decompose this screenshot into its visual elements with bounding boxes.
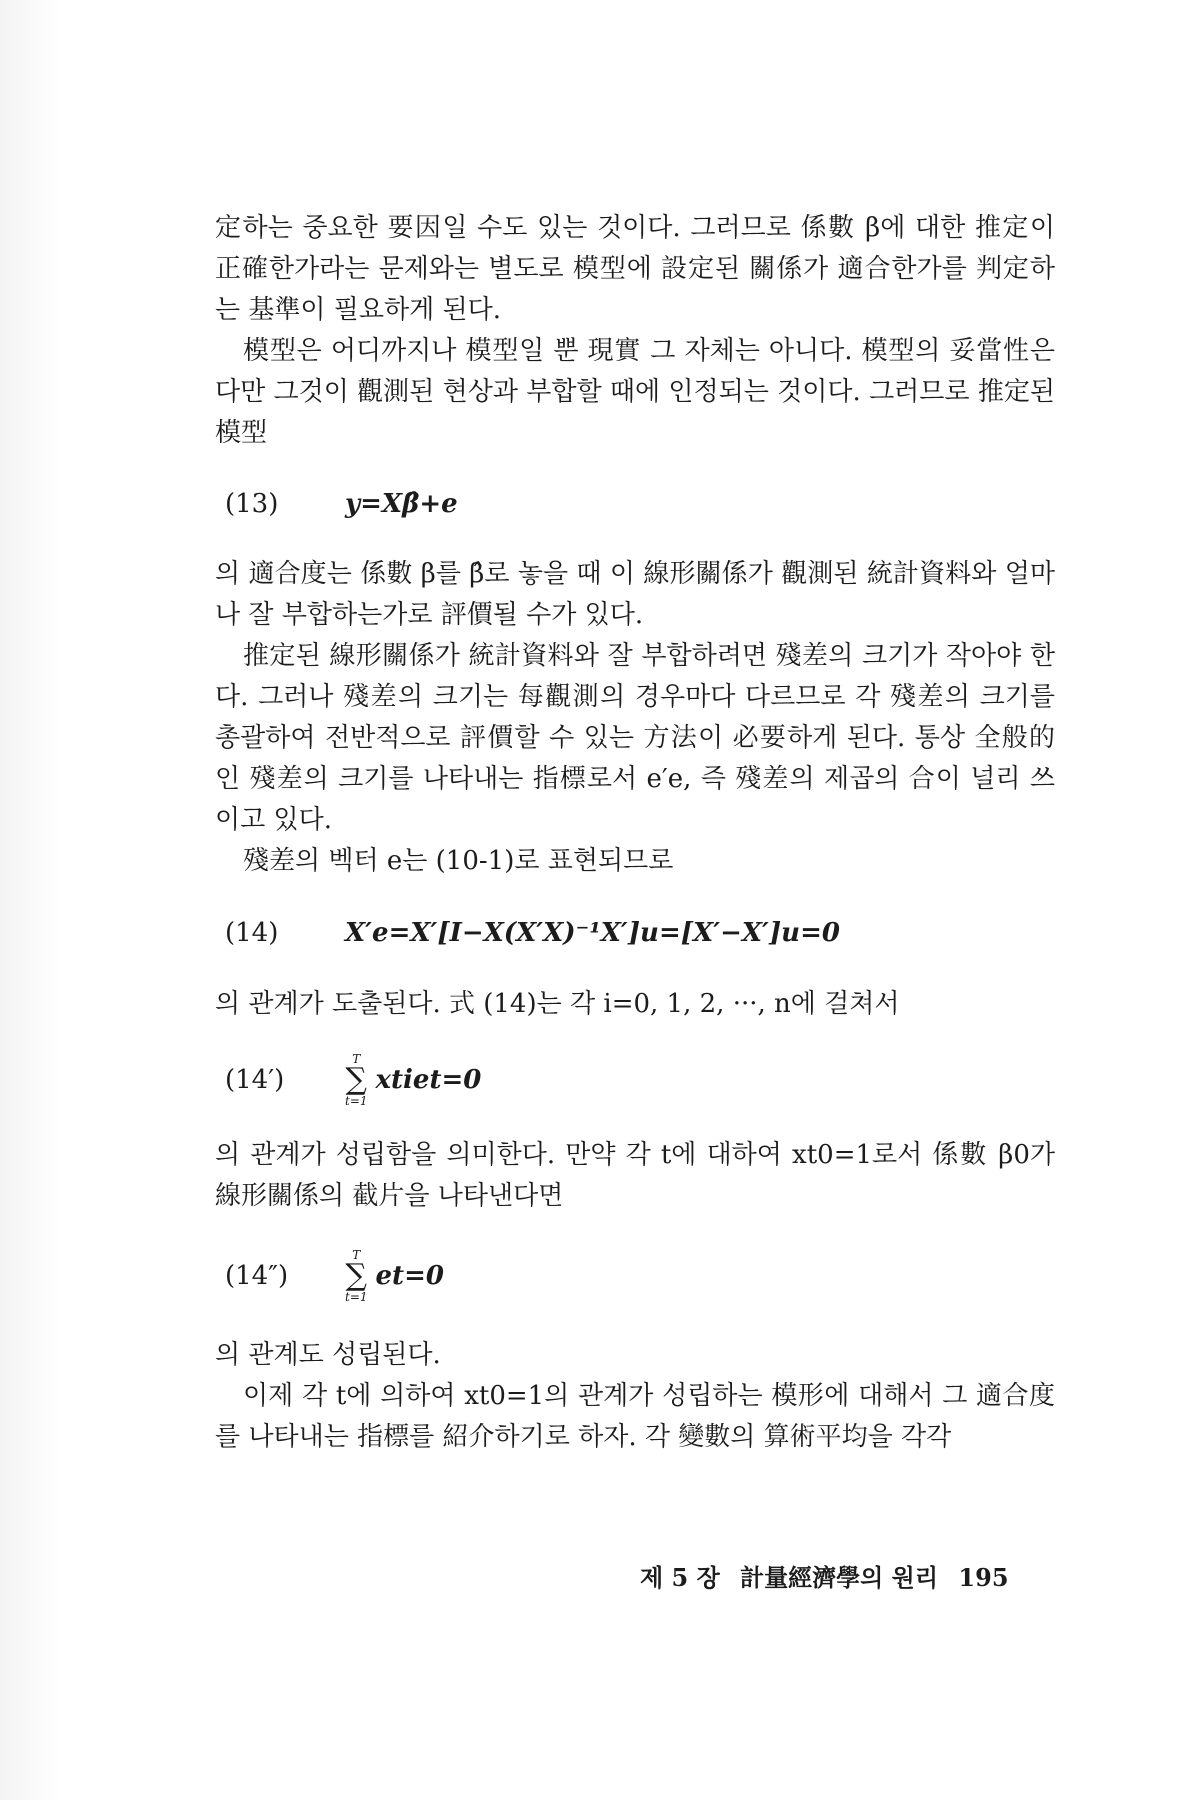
summation-sign xyxy=(345,1053,368,1107)
chapter-title: 計量經濟學의 원리 xyxy=(740,1563,939,1592)
text-column xyxy=(215,208,1055,1458)
equation-formula: y=Xβ̂+e xyxy=(345,489,458,519)
paragraph-2: 模型은 어디까지나 模型일 뿐 現實 그 자체는 아니다. 模型의 妥當性은 다만 그것이 觀測된 현상과 부합할 때에 인정되는 것이다. 그러므로 推定된 模型 xyxy=(215,336,1055,448)
equation-formula: et=0 xyxy=(375,1261,444,1291)
equation-number: (14) xyxy=(225,918,279,948)
paragraph-1: 定하는 중요한 要因일 수도 있는 것이다. 그러므로 係數 β에 대한 推定이 正確한가라는 문제와는 별도로 模型에 設定된 關係가 適合한가를 判定하는 基準이 필요하게 된다. xyxy=(215,213,1055,325)
page-number: 195 xyxy=(958,1563,1009,1592)
paragraph-8: 의 관계도 성립된다. xyxy=(215,1340,441,1370)
equation-14 xyxy=(215,882,1055,984)
paragraph-6: 의 관계가 도출된다. 式 (14)는 각 i=0, 1, 2, ···, n에 걸쳐서 xyxy=(215,989,900,1019)
sigma-icon: ∑ xyxy=(345,1258,367,1293)
chapter-label: 제 5 장 xyxy=(640,1563,720,1592)
equation-14-prime xyxy=(215,1025,1055,1135)
sigma-icon: ∑ xyxy=(345,1062,367,1097)
sum-upper-limit: T xyxy=(352,1248,361,1262)
equation-13 xyxy=(215,454,1055,554)
sum-lower-limit: t=1 xyxy=(345,1290,368,1304)
equation-formula: xtiet=0 xyxy=(375,1065,482,1095)
paragraph-9: 이제 각 t에 의하여 xt0=1의 관계가 성립하는 模形에 대해서 그 適合度를 나타내는 指標를 紹介하기로 하자. 각 變數의 算術平均을 각각 xyxy=(215,1381,1055,1452)
paragraph-4: 推定된 線形關係가 統計資料와 잘 부합하려면 殘差의 크기가 작아야 한다. 그러나 殘差의 크기는 每觀測의 경우마다 다르므로 각 殘差의 크기를 총괄하여 전반적으로 評價할 수 있는 方法이 必要하게 된다. 통상 全般的인 殘差의 크기를 나타내는 指標로서 e′e, 즉 殘差의 제곱의 合이 널리 쓰이고 있다. xyxy=(215,641,1055,835)
summation-sign xyxy=(345,1249,368,1303)
paragraph-3: 의 適合度는 係數 β를 β̂로 놓을 때 이 線形關係가 觀測된 統計資料와 얼마나 잘 부합하는가로 評價될 수가 있다. xyxy=(215,559,1055,630)
sum-upper-limit: T xyxy=(352,1052,361,1066)
page-footer xyxy=(640,1558,1021,1593)
equation-formula: X′e=X′[I−X(X′X)⁻¹X′]u=[X′−X′]u=0 xyxy=(345,918,840,948)
paragraph-7: 의 관계가 성립함을 의미한다. 만약 각 t에 대하여 xt0=1로서 係數 β0가 線形關係의 截片을 나타낸다면 xyxy=(215,1140,1055,1211)
equation-number: (13) xyxy=(225,489,279,519)
paragraph-5: 殘差의 벡터 e는 (10-1)로 표현되므로 xyxy=(243,846,674,876)
sum-lower-limit: t=1 xyxy=(345,1094,368,1108)
equation-number: (14′) xyxy=(225,1065,285,1095)
equation-14-double-prime xyxy=(215,1217,1055,1335)
equation-number: (14″) xyxy=(225,1261,289,1291)
